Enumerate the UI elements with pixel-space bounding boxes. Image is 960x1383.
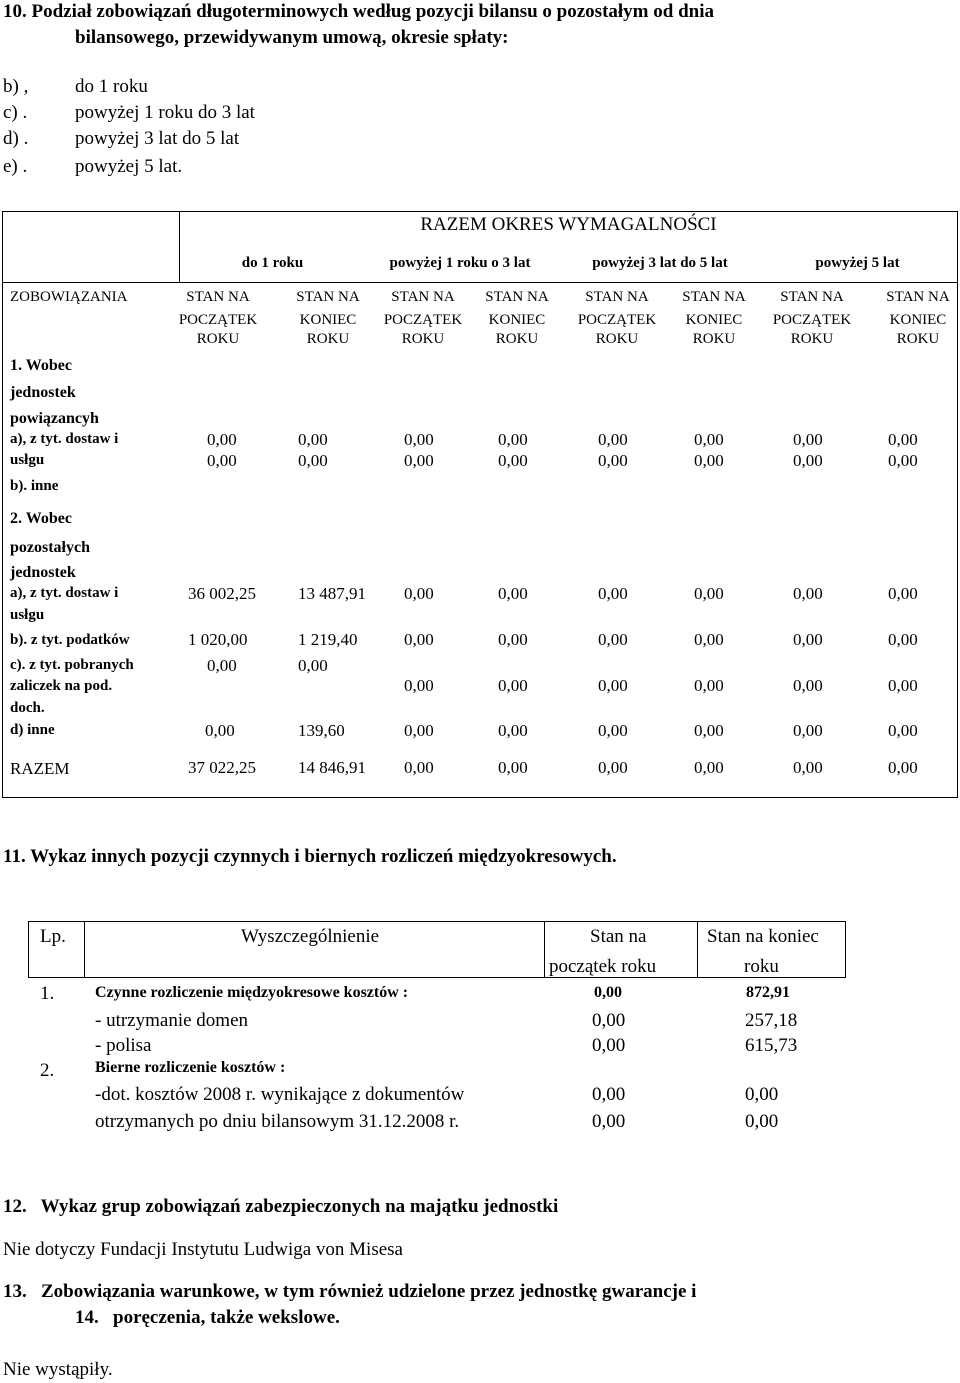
row-b-value: 0,00 xyxy=(598,630,628,649)
start-header-line1: Stan na xyxy=(590,926,647,947)
group1-row-a-value: 0,00 xyxy=(598,430,628,449)
stan-na-header: STAN NA xyxy=(186,289,250,305)
row-b-value: 0,00 xyxy=(694,630,724,649)
list-marker: d) . xyxy=(3,128,29,149)
total-value: 14 846,91 xyxy=(298,758,366,777)
list-item-text: powyżej 5 lat. xyxy=(75,156,183,177)
row-c-top-value: 0,00 xyxy=(298,656,328,675)
row3-end: 615,73 xyxy=(745,1035,798,1056)
group1-row-b-value: 0,00 xyxy=(298,451,328,470)
group2-label: a), z tyt. dostaw i xyxy=(10,585,119,601)
total-value: 37 022,25 xyxy=(188,758,256,777)
row2-description: - utrzymanie domen xyxy=(95,1010,249,1031)
group2-label: d) inne xyxy=(10,722,55,738)
roku-header: ROKU xyxy=(495,331,539,347)
row-d-value: 139,60 xyxy=(298,721,345,740)
row5-start: 0,00 xyxy=(592,1084,626,1105)
row-c-value: 0,00 xyxy=(404,676,434,695)
group1-label: jednostek xyxy=(10,384,76,401)
group2-label: jednostek xyxy=(10,564,76,581)
row1-start: 0,00 xyxy=(594,984,622,1001)
section-10-title-line1: 10. Podział zobowiązań długoterminowych według pozycji bilansu o pozostałym od dnia xyxy=(3,1,714,22)
total-value: 0,00 xyxy=(404,758,434,777)
row-d-value: 0,00 xyxy=(598,721,628,740)
roku-header: ROKU xyxy=(595,331,639,347)
roku-header: ROKU xyxy=(896,331,940,347)
row-b-value: 0,00 xyxy=(793,630,823,649)
roku-header: ROKU xyxy=(196,331,240,347)
group1-label: usłgu xyxy=(10,452,45,468)
end-header-line1: Stan na koniec xyxy=(707,926,819,947)
stan-na-header: STAN NA xyxy=(886,289,950,305)
lp-header: Lp. xyxy=(40,926,66,947)
group1-row-b-value: 0,00 xyxy=(888,451,918,470)
row3-start: 0,00 xyxy=(592,1035,626,1056)
list-item-text: do 1 roku xyxy=(75,76,148,97)
list-marker: b) , xyxy=(3,76,29,97)
group2-label: zaliczek na pod. xyxy=(10,678,113,694)
stan-na-header: STAN NA xyxy=(780,289,844,305)
group1-label: b). inne xyxy=(10,478,59,494)
row-a-value: 36 002,25 xyxy=(188,584,256,603)
list-marker: c) . xyxy=(3,102,28,123)
list-item-text: powyżej 3 lat do 5 lat xyxy=(75,128,240,149)
table-title: RAZEM OKRES WYMAGALNOŚCI xyxy=(420,214,717,235)
row-b-value: 1 020,00 xyxy=(188,630,248,649)
stan-na-header: STAN NA xyxy=(485,289,549,305)
group2-label: pozostałych xyxy=(10,539,90,556)
row-header: ZOBOWIĄZANIA xyxy=(10,289,128,305)
lp-2: 2. xyxy=(40,1060,55,1081)
roku-header: ROKU xyxy=(790,331,834,347)
lp-1: 1. xyxy=(40,983,55,1004)
row-a-value: 0,00 xyxy=(793,584,823,603)
stan-na-header: STAN NA xyxy=(296,289,360,305)
section-13-title-line2: 14. poręczenia, także wekslowe. xyxy=(75,1307,340,1328)
total-value: 0,00 xyxy=(498,758,528,777)
row-a-value: 0,00 xyxy=(498,584,528,603)
group1-row-b-value: 0,00 xyxy=(793,451,823,470)
poczatek-header: POCZĄTEK xyxy=(772,312,852,328)
stan-na-header: STAN NA xyxy=(391,289,455,305)
row-c-value: 0,00 xyxy=(598,676,628,695)
row6-end: 0,00 xyxy=(745,1111,779,1132)
group1-row-a-value: 0,00 xyxy=(404,430,434,449)
roku-header: ROKU xyxy=(401,331,445,347)
row2-start: 0,00 xyxy=(592,1010,626,1031)
start-header-line2: początek roku xyxy=(549,956,657,977)
group1-row-a-value: 0,00 xyxy=(498,430,528,449)
total-value: 0,00 xyxy=(793,758,823,777)
group1-row-b-value: 0,00 xyxy=(498,451,528,470)
poczatek-header: POCZĄTEK xyxy=(577,312,657,328)
row3-description: - polisa xyxy=(95,1035,152,1056)
row-b-value: 0,00 xyxy=(498,630,528,649)
group1-row-a-value: 0,00 xyxy=(694,430,724,449)
row-d-value: 0,00 xyxy=(888,721,918,740)
period-header-2: powyżej 1 roku o 3 lat xyxy=(389,255,531,271)
roku-header: ROKU xyxy=(692,331,736,347)
total-value: 0,00 xyxy=(598,758,628,777)
total-label: RAZEM xyxy=(10,759,70,778)
row-b-value: 1 219,40 xyxy=(298,630,358,649)
row-d-value: 0,00 xyxy=(694,721,724,740)
section-12-title: 12. Wykaz grup zobowiązań zabezpieczonych na majątku jednostki xyxy=(3,1196,559,1217)
group1-label: powiązancyh xyxy=(10,410,99,427)
stan-na-header: STAN NA xyxy=(682,289,746,305)
section-12-text: Nie dotyczy Fundacji Instytutu Ludwiga von Misesa xyxy=(3,1239,403,1260)
koniec-header: KONIEC xyxy=(488,312,546,328)
row5-description: -dot. kosztów 2008 r. wynikające z dokumentów xyxy=(95,1084,465,1105)
group1-row-b-value: 0,00 xyxy=(404,451,434,470)
row-c-value: 0,00 xyxy=(888,676,918,695)
total-value: 0,00 xyxy=(694,758,724,777)
row-d-value: 0,00 xyxy=(793,721,823,740)
description-header: Wyszczególnienie xyxy=(240,926,380,947)
row-c-value: 0,00 xyxy=(498,676,528,695)
row-a-value: 0,00 xyxy=(404,584,434,603)
row-a-value: 0,00 xyxy=(694,584,724,603)
row6-description: otrzymanych po dniu bilansowym 31.12.2008 r. xyxy=(95,1111,460,1132)
group1-row-a-value: 0,00 xyxy=(793,430,823,449)
row-b-value: 0,00 xyxy=(404,630,434,649)
row-a-value: 0,00 xyxy=(598,584,628,603)
list-item-text: powyżej 1 roku do 3 lat xyxy=(75,102,255,123)
koniec-header: KONIEC xyxy=(889,312,947,328)
section-13-text: Nie wystąpiły. xyxy=(3,1359,113,1380)
row-c-value: 0,00 xyxy=(694,676,724,695)
group1-label: 1. Wobec xyxy=(10,357,72,374)
poczatek-header: POCZĄTEK xyxy=(383,312,463,328)
group1-row-a-value: 0,00 xyxy=(298,430,328,449)
row-a-value: 0,00 xyxy=(888,584,918,603)
group2-label: c). z tyt. pobranych xyxy=(10,657,134,673)
row4-description: Bierne rozliczenie kosztów : xyxy=(95,1059,286,1076)
row-a-value: 13 487,91 xyxy=(298,584,366,603)
group1-row-b-value: 0,00 xyxy=(598,451,628,470)
section-11-title: 11. Wykaz innych pozycji czynnych i biernych rozliczeń międzyokresowych. xyxy=(3,846,617,867)
group2-label: b). z tyt. podatków xyxy=(10,632,130,648)
group1-row-b-value: 0,00 xyxy=(694,451,724,470)
row-d-value: 0,00 xyxy=(205,721,235,740)
row6-start: 0,00 xyxy=(592,1111,626,1132)
section-10-title-line2: bilansowego, przewidywanym umową, okresie spłaty: xyxy=(75,27,509,48)
poczatek-header: POCZĄTEK xyxy=(178,312,258,328)
group2-label: 2. Wobec xyxy=(10,510,72,527)
end-header-line2: roku xyxy=(744,956,779,977)
koniec-header: KONIEC xyxy=(685,312,743,328)
roku-header: ROKU xyxy=(306,331,350,347)
row2-end: 257,18 xyxy=(745,1010,798,1031)
row-d-value: 0,00 xyxy=(498,721,528,740)
period-header-3: powyżej 3 lat do 5 lat xyxy=(592,255,728,271)
group2-label: usłgu xyxy=(10,607,45,623)
row1-end: 872,91 xyxy=(746,984,790,1001)
group1-row-b-value: 0,00 xyxy=(207,451,237,470)
row5-end: 0,00 xyxy=(745,1084,779,1105)
list-marker: e) . xyxy=(3,156,28,177)
row-b-value: 0,00 xyxy=(888,630,918,649)
group1-row-a-value: 0,00 xyxy=(888,430,918,449)
row-d-value: 0,00 xyxy=(404,721,434,740)
group1-row-a-value: 0,00 xyxy=(207,430,237,449)
period-header-1: do 1 roku xyxy=(241,255,304,271)
koniec-header: KONIEC xyxy=(299,312,357,328)
row-c-top-value: 0,00 xyxy=(207,656,237,675)
period-header-4: powyżej 5 lat xyxy=(815,255,900,271)
group2-label: doch. xyxy=(10,700,45,716)
row-c-value: 0,00 xyxy=(793,676,823,695)
row1-description: Czynne rozliczenie międzyokresowe kosztów : xyxy=(95,984,409,1001)
group1-label: a), z tyt. dostaw i xyxy=(10,431,119,447)
stan-na-header: STAN NA xyxy=(585,289,649,305)
section-13-title-line1: 13. Zobowiązania warunkowe, w tym również udzielone przez jednostkę gwarancje i xyxy=(3,1281,697,1302)
total-value: 0,00 xyxy=(888,758,918,777)
